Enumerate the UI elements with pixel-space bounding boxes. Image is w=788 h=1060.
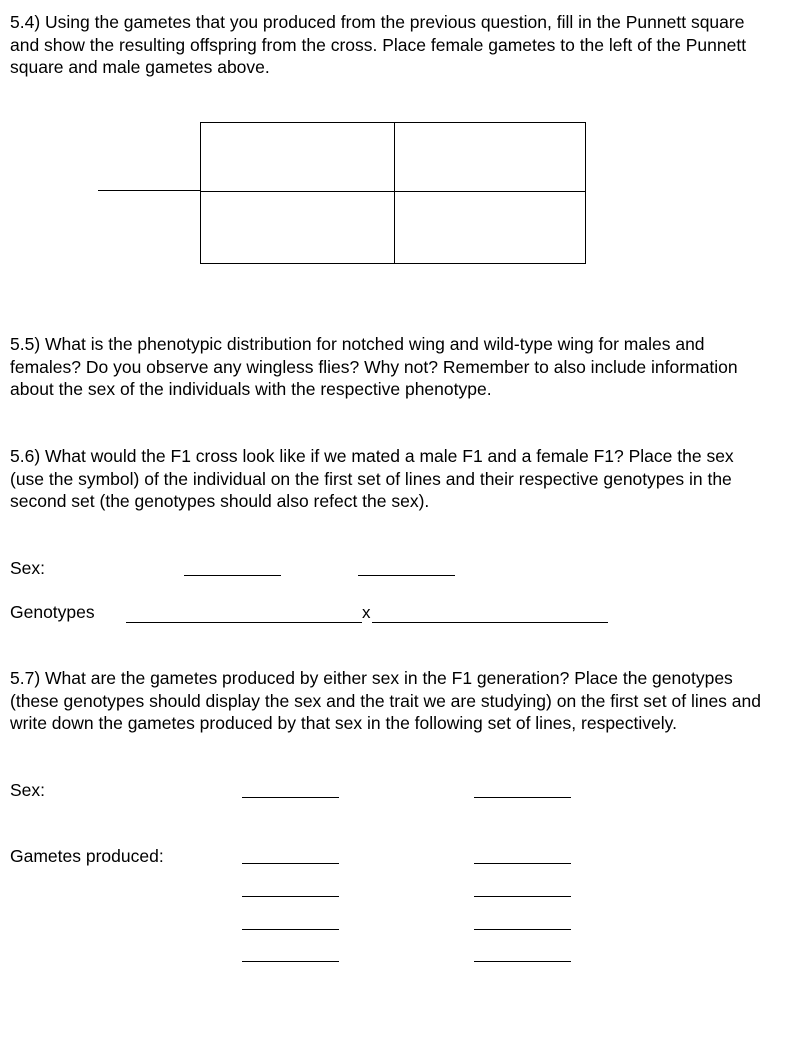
q57-gamete-blank-right-4[interactable] <box>474 961 571 962</box>
punnett-cell-bottom-left[interactable] <box>201 192 394 262</box>
punnett-cell-bottom-right[interactable] <box>395 192 585 262</box>
punnett-cell-top-right[interactable] <box>395 123 585 191</box>
q56-genotype-blank-2[interactable] <box>372 622 608 623</box>
female-gamete-line <box>98 190 200 191</box>
q56-genotype-blank-1[interactable] <box>126 622 362 623</box>
punnett-square <box>200 122 586 264</box>
question-5-7-text: 5.7) What are the gametes produced by either sex in the F1 generation? Place the genotypes (these genotypes should display the sex and the trait we are studying) on the first set of lines and write down the gametes produced by that sex in the following set of lines, respectively. <box>10 668 761 733</box>
q57-sex-blank-1[interactable] <box>242 797 339 798</box>
q57-gamete-blank-right-1[interactable] <box>474 863 571 864</box>
q57-gamete-blank-left-4[interactable] <box>242 961 339 962</box>
q57-gametes-label: Gametes produced: <box>10 846 164 866</box>
cross-symbol: x <box>362 603 371 622</box>
q57-gamete-blank-right-2[interactable] <box>474 896 571 897</box>
q57-gamete-blank-left-3[interactable] <box>242 929 339 930</box>
q57-gamete-blank-left-1[interactable] <box>242 863 339 864</box>
question-5-5-text: 5.5) What is the phenotypic distribution for notched wing and wild-type wing for males and females? Do you observe any wingless flies? Why not? Remember to also include information about the sex of the individuals with the respective phenotype. <box>10 334 738 399</box>
q57-sex-blank-2[interactable] <box>474 797 571 798</box>
question-5-4-text: 5.4) Using the gametes that you produced from the previous question, fill in the Punnett square and show the resulting offspring from the cross. Place female gametes to the left of the Punnett square and male gametes above. <box>10 12 747 77</box>
question-5-6-text: 5.6) What would the F1 cross look like if we mated a male F1 and a female F1? Place the sex (use the symbol) of the individual on the first set of lines and their respective genotypes in the second set (the genotypes should also refect the sex). <box>10 446 734 511</box>
q57-gamete-blank-left-2[interactable] <box>242 896 339 897</box>
q56-genotypes-label: Genotypes <box>10 602 95 622</box>
q57-gamete-blank-right-3[interactable] <box>474 929 571 930</box>
q56-sex-blank-1[interactable] <box>184 575 281 576</box>
q56-sex-label: Sex: <box>10 558 46 578</box>
q57-sex-label: Sex: <box>10 780 46 800</box>
punnett-cell-top-left[interactable] <box>201 123 394 191</box>
q56-sex-blank-2[interactable] <box>358 575 455 576</box>
